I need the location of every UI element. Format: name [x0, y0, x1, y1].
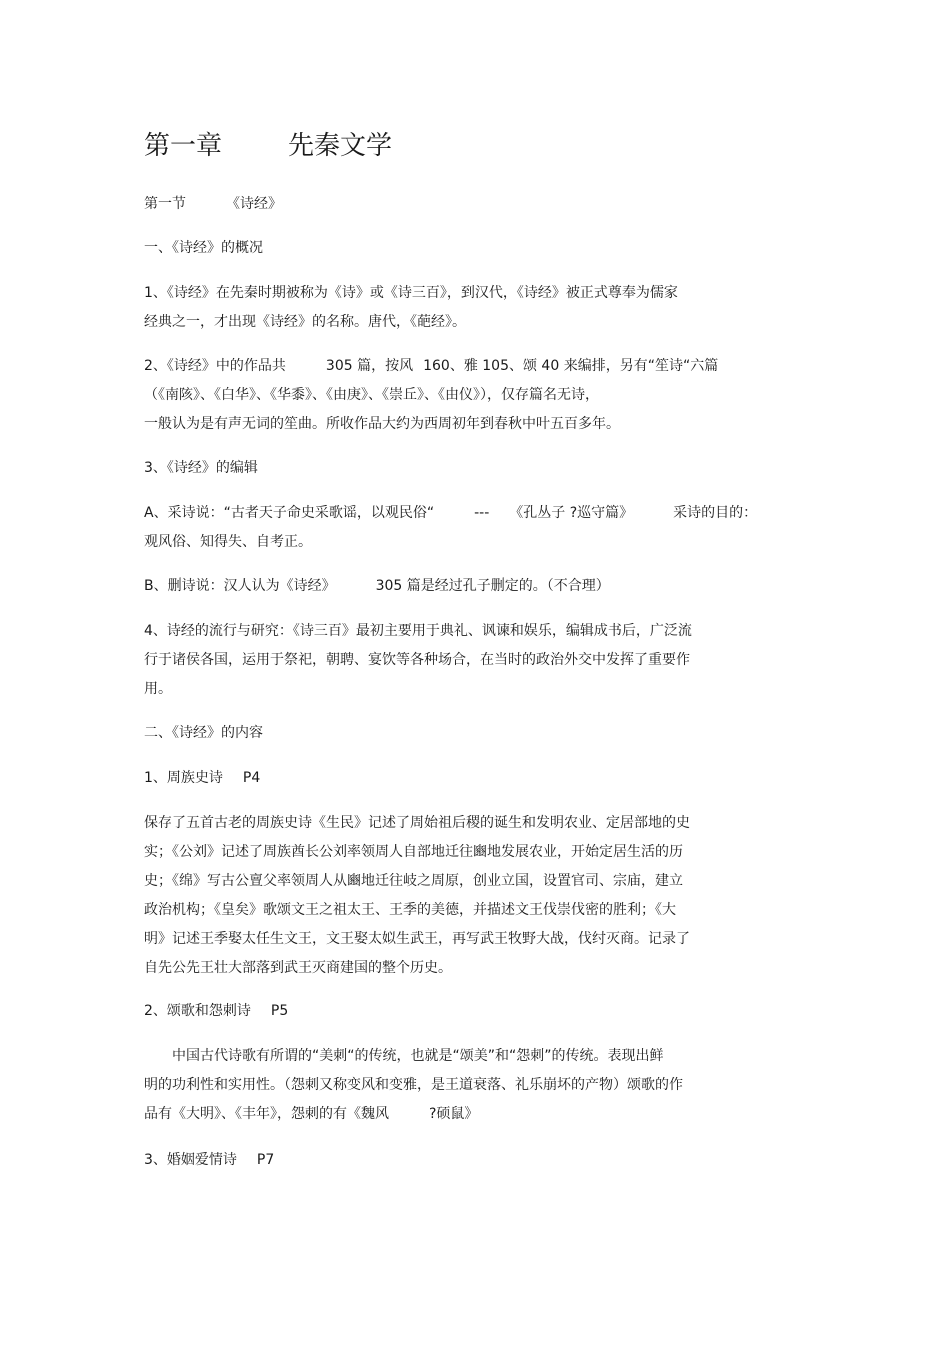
paragraph-line: 1、《诗经》在先秦时期被称为《诗》或《诗三百》，到汉代，《诗经》被正式尊奉为儒家 [144, 285, 678, 301]
text-run: 160、雅 105、颂 40 来编排，另有“笙诗“六篇 [423, 358, 719, 374]
paragraph-line [144, 352, 718, 381]
paragraph-line: 4、诗经的流行与研究：《诗三百》最初主要用于典礼、讽谏和娱乐，编辑成书后，广泛流 [144, 623, 692, 639]
part1-item4-paragraph [144, 617, 692, 704]
part2-item1-paragraph [144, 809, 690, 983]
heading-text: 1、周族史诗 [144, 770, 223, 786]
text-run: A、采诗说：“古者天子命史采歌谣，以观民俗“ [144, 505, 435, 521]
paragraph-line: 保存了五首古老的周族史诗《生民》记述了周始祖后稷的诞生和发明农业、定居部地的史 [144, 815, 690, 831]
section-name: 《诗经》 [226, 196, 282, 212]
paragraph-line: 用。 [144, 681, 172, 697]
paragraph-line: 观风俗、知得失、自考正。 [144, 534, 312, 550]
text-run: 305 篇是经过孔子删定的。（不合理） [375, 578, 610, 594]
text-run: 《孔丛子 ?巡守篇》 [509, 505, 634, 521]
text-run: 305 篇，按风 [325, 358, 414, 374]
paragraph-line: 史；《绵》写古公亶父率领周人从豳地迁往岐之周原，创业立国，设置官司、宗庙，建立 [144, 873, 683, 889]
text-run: ?硕鼠》 [429, 1106, 479, 1122]
paragraph-line: 政治机构；《皇矣》歌颂文王之祖太王、王季的美德，并描述文王伐崇伐密的胜利；《大 [144, 902, 676, 918]
paragraph-line: 一般认为是有声无词的笙曲。所收作品大约为西周初年到春秋中叶五百多年。 [144, 416, 620, 432]
paragraph-line: 行于诸侯各国，运用于祭祀，朝聘、宴饮等各种场合，在当时的政治外交中发挥了重要作 [144, 652, 690, 668]
part2-item3-heading [144, 1146, 274, 1175]
page-ref: P4 [242, 770, 261, 786]
text-run: 中国古代诗歌有所谓的“美刺“的传统，也就是“颂美”和“怨刺”的传统。表现出鲜 [172, 1048, 664, 1064]
part1-item3-b-paragraph [144, 572, 610, 601]
text-run: 2、《诗经》中的作品共 [144, 358, 286, 374]
part1-heading: 一、《诗经》的概况 [144, 240, 263, 256]
paragraph-line: 自先公先王壮大部落到武王灭商建国的整个历史。 [144, 960, 452, 976]
chapter-title [144, 126, 392, 166]
part1-item3-heading: 3、《诗经》的编辑 [144, 460, 258, 476]
paragraph-line [144, 499, 757, 528]
text-run: 采诗的目的： [673, 505, 758, 521]
section-number: 第一节 [144, 196, 186, 212]
part2-item2-paragraph [144, 1042, 683, 1129]
text-run: --- [474, 505, 490, 521]
part1-item2-paragraph [144, 352, 718, 439]
page-ref: P7 [256, 1152, 275, 1168]
part2-heading: 二、《诗经》的内容 [144, 725, 263, 741]
paragraph-line [144, 1100, 683, 1129]
heading-text: 2、颂歌和怨刺诗 [144, 1003, 251, 1019]
text-run: 品有《大明》、《丰年》，怨刺的有《魏风 [144, 1106, 389, 1122]
text-run: B、删诗说：汉人认为《诗经》 [144, 578, 336, 594]
section-title [144, 190, 282, 219]
page-ref: P5 [270, 1003, 289, 1019]
paragraph-line: 经典之一，才出现《诗经》的名称。唐代，《葩经》。 [144, 314, 466, 330]
paragraph-line: 实；《公刘》记述了周族酋长公刘率领周人自部地迁往豳地发展农业，开始定居生活的历 [144, 844, 683, 860]
heading-text: 3、婚姻爱情诗 [144, 1152, 237, 1168]
part2-item2-heading [144, 997, 288, 1026]
part1-item3-a-paragraph [144, 499, 757, 557]
part1-item1-paragraph [144, 279, 678, 337]
chapter-number: 第一章 [144, 131, 223, 161]
paragraph-line: 明》记述王季娶太任生文王，文王娶太姒生武王，再写武王牧野大战，伐纣灭商。记录了 [144, 931, 690, 947]
paragraph-line: （《南陔》、《白华》、《华黍》、《由庚》、《崇丘》、《由仪》），仅存篇名无诗， [144, 387, 599, 403]
chapter-name: 先秦文学 [288, 131, 393, 161]
paragraph-line: 明的功利性和实用性。（怨刺又称变风和变雅，是王道衰落、礼乐崩坏的产物）颂歌的作 [144, 1077, 683, 1093]
paragraph-line [144, 1042, 683, 1071]
part2-item1-heading [144, 764, 260, 793]
